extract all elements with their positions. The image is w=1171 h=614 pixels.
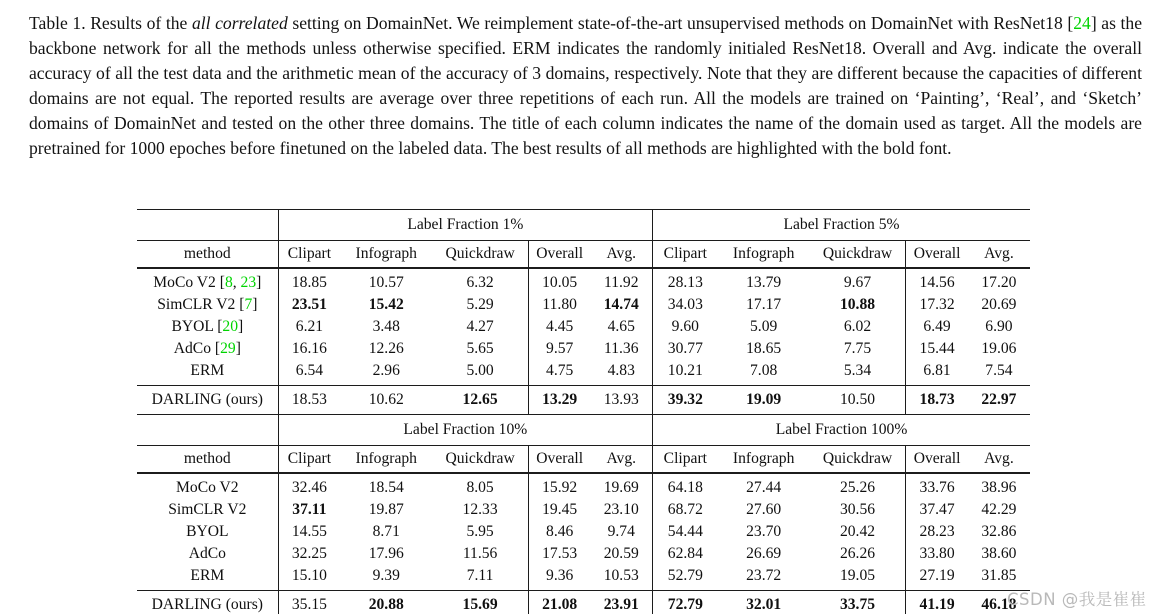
value-cell: 15.92 [542, 479, 578, 496]
column-header-cell: Overall [906, 241, 968, 269]
value-cell: 20.69 [981, 296, 1017, 313]
group-header-label: Label Fraction 5% [653, 210, 1030, 241]
column-header-cell: Quickdraw [810, 446, 906, 474]
value-cell: 7.11 [432, 565, 528, 591]
value-cell: 33.75 [810, 591, 906, 614]
value-cell: 4.83 [590, 360, 652, 386]
value-cell: 6.49 [923, 318, 951, 335]
group-header-blank-cell [137, 415, 278, 446]
column-header-cell: Infograph [340, 241, 432, 269]
value-cell: 26.69 [746, 545, 782, 562]
value-cell: 68.72 [667, 501, 703, 518]
value-cell: 27.44 [746, 479, 782, 496]
value-cell: 3.48 [372, 318, 400, 335]
method-cell [137, 591, 278, 614]
value-cell: 11.80 [542, 296, 577, 313]
method-cell: BYOL [20] [137, 316, 278, 338]
value-cell: 6.32 [432, 268, 528, 294]
value-cell: 6.81 [906, 360, 968, 386]
value-cell: 26.26 [810, 543, 906, 565]
column-header-cell: Infograph [718, 446, 810, 474]
value-cell: 9.39 [340, 565, 432, 591]
value-cell: 17.96 [368, 545, 404, 562]
caption-italic-phrase: all correlated [191, 13, 288, 33]
value-cell: 7.75 [810, 338, 906, 360]
value-cell: 17.53 [542, 545, 578, 562]
value-cell: 10.21 [653, 360, 718, 386]
value-cell: 28.13 [667, 274, 703, 291]
value-cell: 10.53 [590, 565, 652, 591]
column-header-cell: Clipart [653, 446, 718, 474]
method-result-row [137, 316, 1030, 338]
value-cell: 4.65 [590, 316, 652, 338]
value-cell: 38.96 [981, 479, 1017, 496]
method-label: DARLING (ours) [151, 596, 263, 613]
value-cell: 23.91 [590, 591, 652, 614]
value-cell: 2.96 [340, 360, 432, 386]
value-cell: 6.21 [295, 318, 324, 335]
value-cell: 4.27 [432, 316, 528, 338]
value-cell: 54.44 [667, 523, 703, 540]
value-cell: 62.84 [667, 545, 703, 562]
citation-link-7[interactable]: 7 [244, 296, 253, 313]
method-cell [137, 521, 278, 543]
column-header-cell: Overall [528, 241, 590, 269]
column-header-cell: method [137, 241, 278, 269]
value-cell: 8.46 [546, 523, 574, 540]
value-cell: 4.45 [546, 318, 574, 335]
value-cell: 8.05 [432, 473, 528, 499]
citation-link-20[interactable]: 20 [222, 318, 238, 335]
value-cell: 28.23 [919, 523, 955, 540]
value-cell: 17.20 [981, 274, 1017, 291]
caption-text-prefix: Table 1. Results of the [29, 13, 192, 33]
value-cell: 17.17 [746, 296, 782, 313]
method-label: MoCo V2 [153, 274, 216, 291]
column-header-cell: method [137, 446, 278, 474]
value-cell: 15.10 [278, 565, 340, 591]
value-cell: 15.42 [368, 296, 404, 313]
value-cell: 7.08 [718, 360, 810, 386]
value-cell: 9.36 [528, 565, 590, 591]
value-cell: 30.77 [667, 340, 703, 357]
value-cell: 27.60 [746, 501, 782, 518]
value-cell: 4.75 [528, 360, 590, 386]
method-cell [137, 473, 278, 499]
method-result-row [137, 338, 1030, 360]
value-cell: 38.60 [981, 545, 1017, 562]
value-cell: 46.18 [968, 591, 1030, 614]
column-header-cell: Clipart [278, 446, 340, 474]
method-result-row [137, 294, 1030, 316]
value-cell: 18.85 [291, 274, 327, 291]
value-cell: 33.76 [919, 479, 955, 496]
darling-result-row [137, 591, 1030, 614]
value-cell: 33.80 [919, 545, 955, 562]
method-cell: MoCo V2 [8, 23] [137, 268, 278, 294]
value-cell: 9.67 [810, 268, 906, 294]
method-label: MoCo V2 [176, 479, 239, 496]
method-result-row [137, 473, 1030, 499]
value-cell: 27.19 [906, 565, 968, 591]
value-cell: 9.57 [546, 340, 574, 357]
value-cell: 72.79 [653, 591, 718, 614]
value-cell: 11.36 [590, 338, 652, 360]
value-cell: 10.05 [542, 274, 578, 291]
column-header-cell: Clipart [278, 241, 340, 269]
value-cell: 19.87 [368, 501, 404, 518]
value-cell: 32.01 [718, 591, 810, 614]
group-header-label: Label Fraction 100% [653, 415, 1030, 446]
value-cell: 6.90 [985, 318, 1013, 335]
value-cell: 25.26 [810, 473, 906, 499]
value-cell: 37.11 [292, 501, 327, 518]
value-cell: 30.56 [810, 499, 906, 521]
column-header-cell: Clipart [653, 241, 718, 269]
value-cell: 14.74 [590, 294, 652, 316]
column-header-cell: Quickdraw [432, 241, 528, 269]
value-cell: 6.02 [810, 316, 906, 338]
value-cell: 5.95 [432, 521, 528, 543]
value-cell: 13.79 [746, 274, 782, 291]
value-cell: 12.65 [432, 386, 528, 415]
group-header-row [137, 210, 1030, 241]
value-cell: 10.62 [340, 386, 432, 415]
column-header-cell: Avg. [590, 241, 652, 269]
value-cell: 19.06 [981, 340, 1017, 357]
value-cell: 5.29 [432, 294, 528, 316]
method-result-row [137, 565, 1030, 591]
value-cell: 18.54 [368, 479, 404, 496]
caption-text-mid: setting on DomainNet. We reimplement state-of-the-art unsupervised methods on DomainNet with ResNet18 [ [287, 13, 1074, 33]
value-cell: 8.71 [372, 523, 400, 540]
value-cell: 12.26 [368, 340, 404, 357]
value-cell: 17.32 [919, 296, 955, 313]
value-cell: 19.05 [810, 565, 906, 591]
value-cell: 20.88 [340, 591, 432, 614]
value-cell: 32.86 [981, 523, 1017, 540]
value-cell: 23.10 [590, 499, 652, 521]
value-cell: 15.69 [432, 591, 528, 614]
value-cell: 22.97 [968, 386, 1030, 415]
caption-text-suffix: ] as the backbone network for all the methods unless otherwise specified. ERM indicates the randomly initialed ResNet18. Overall and Avg. indicate the overall accuracy of all the test data and the arithmetic mean of the accuracy of 3 domains, respectively. Note that they are different because the capacities of different domains are not equal. The reported results are average over three repetitions of each run. All the models are trained on ‘Painting’, ‘Real’, and ‘Sketch’ domains of DomainNet and tested on the other three domains. The title of each column indicates the name of the domain used as target. All the models are pretrained for 1000 epoches before finetuned on the labeled data. The best results of all methods are highlighted with the bold font. [29, 13, 1143, 158]
method-cell: AdCo [29] [137, 338, 278, 360]
method-cell [137, 543, 278, 565]
value-cell: 11.56 [432, 543, 528, 565]
method-result-row [137, 543, 1030, 565]
table-caption [29, 11, 1142, 160]
value-cell: 39.32 [653, 386, 718, 415]
method-label: BYOL [186, 523, 229, 540]
column-header-cell: Avg. [968, 241, 1030, 269]
value-cell: 6.54 [278, 360, 340, 386]
column-header-cell: Avg. [590, 446, 652, 474]
value-cell: 10.88 [810, 294, 906, 316]
citation-link-29[interactable]: 29 [220, 340, 236, 357]
value-cell: 23.70 [746, 523, 782, 540]
method-result-row [137, 360, 1030, 386]
value-cell: 31.85 [968, 565, 1030, 591]
value-cell: 23.72 [718, 565, 810, 591]
results-table [137, 209, 1030, 614]
column-header-cell: Infograph [340, 446, 432, 474]
method-label: AdCo [173, 340, 211, 357]
value-cell: 13.93 [590, 386, 652, 415]
value-cell: 64.18 [667, 479, 703, 496]
value-cell: 52.79 [653, 565, 718, 591]
method-cell [137, 499, 278, 521]
watermark-text: CSDN @我是崔崔 [1007, 590, 1147, 609]
value-cell: 34.03 [667, 296, 703, 313]
citation-link-24[interactable]: 24 [1073, 13, 1091, 33]
value-cell: 18.65 [746, 340, 782, 357]
method-cell: SimCLR V2 [7] [137, 294, 278, 316]
group-header-label: Label Fraction 1% [278, 210, 652, 241]
value-cell: 15.44 [919, 340, 955, 357]
method-label: SimCLR V2 [168, 501, 247, 518]
value-cell: 18.73 [906, 386, 968, 415]
value-cell: 9.74 [590, 521, 652, 543]
column-header-cell: Overall [906, 446, 968, 474]
method-label: SimCLR V2 [157, 296, 236, 313]
method-cell [137, 565, 278, 591]
group-header-label: Label Fraction 10% [278, 415, 652, 446]
column-header-cell: Overall [528, 446, 590, 474]
column-header-cell: Quickdraw [432, 446, 528, 474]
value-cell: 5.00 [432, 360, 528, 386]
value-cell: 12.33 [432, 499, 528, 521]
value-cell: 20.59 [590, 543, 652, 565]
method-result-row [137, 268, 1030, 294]
value-cell: 23.51 [291, 296, 327, 313]
group-header-row [137, 415, 1030, 446]
column-header-row [137, 446, 1030, 474]
value-cell: 18.53 [278, 386, 340, 415]
method-label: DARLING (ours) [151, 391, 263, 408]
value-cell: 5.09 [750, 318, 778, 335]
results-table-container [137, 209, 1030, 614]
value-cell: 41.19 [906, 591, 968, 614]
citation-link-23[interactable]: 23 [240, 274, 257, 291]
value-cell: 20.42 [810, 521, 906, 543]
darling-result-row [137, 386, 1030, 415]
value-cell: 37.47 [919, 501, 955, 518]
value-cell: 9.60 [671, 318, 699, 335]
method-cell [137, 360, 278, 386]
method-label: BYOL [171, 318, 214, 335]
value-cell: 19.45 [542, 501, 578, 518]
value-cell: 5.65 [432, 338, 528, 360]
method-label: ERM [190, 567, 225, 584]
value-cell: 16.16 [291, 340, 327, 357]
value-cell: 21.08 [528, 591, 590, 614]
value-cell: 14.56 [919, 274, 955, 291]
value-cell: 42.29 [981, 501, 1017, 518]
group-header-blank-cell [137, 210, 278, 241]
value-cell: 5.34 [810, 360, 906, 386]
value-cell: 14.55 [291, 523, 327, 540]
value-cell: 11.92 [590, 268, 652, 294]
method-label: AdCo [188, 545, 226, 562]
column-header-cell: Quickdraw [810, 241, 906, 269]
value-cell: 19.69 [590, 473, 652, 499]
value-cell: 32.25 [291, 545, 327, 562]
value-cell: 35.15 [278, 591, 340, 614]
value-cell: 32.46 [291, 479, 327, 496]
column-header-cell: Infograph [718, 241, 810, 269]
method-result-row [137, 521, 1030, 543]
value-cell: 19.09 [718, 386, 810, 415]
value-cell: 10.57 [368, 274, 404, 291]
method-label: ERM [190, 362, 225, 379]
column-header-cell: Avg. [968, 446, 1030, 474]
value-cell: 13.29 [528, 386, 590, 415]
column-header-row [137, 241, 1030, 269]
method-cell [137, 386, 278, 415]
method-result-row [137, 499, 1030, 521]
value-cell: 7.54 [968, 360, 1030, 386]
citation-link-8[interactable]: 8 [224, 274, 233, 291]
value-cell: 10.50 [810, 386, 906, 415]
